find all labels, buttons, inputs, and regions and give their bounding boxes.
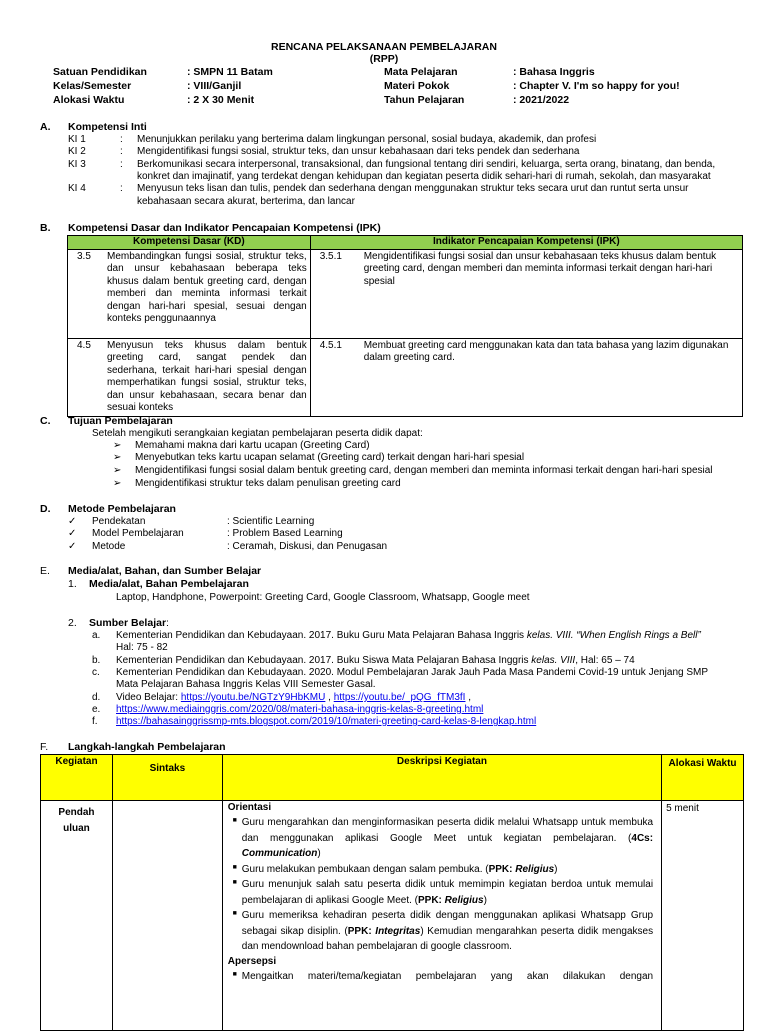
section-b-number: B.: [40, 222, 51, 234]
rpp-page: RENCANA PELAKSANAAN PEMBELAJARAN (RPP) Satuan Pendidikan : SMPN 11 Batam Kelas/Semester : VIII/Ganjil Alokasi Waktu : 2 X 30 Menit Mata Pelajaran : Bahasa Inggris Materi Pokok : Chapter V. I'm so happy for you! Tahun Pelajaran : 2021/2022 A. Kompetensi Inti KI 1 : Menunjukkan perilaku yang berterima dalam lingkungan personal, sosial budaya, akademik, dan profesi KI 2 : Mengidentifikasi fungsi sosial, struktur teks, dan unsur kebahasaan dari teks pendek dan sederhana KI 3 : Berkomunikasi secara interpersonal, transaksional, dan fungsional tentang diri sendiri, keluarga, serta orang, binatang, dan benda, konkret dan imajinatif, yang terdekat dengan kehidupan dan kegiatan peserta didik sehari-hari di rumah, sekolah, dan masyarakat KI 4 : Menyusun teks lisan dan tulis, pendek dan sederhana dengan menggunakan struktur teks secara urut dan runtut serta unsur kebahasaan secara akurat, berterima, dan lancar B. Kompetensi Dasar dan Indikator Pencapaian Kompetensi (IPK) Kompetensi Dasar (KD) Indikator Pencapaian Kompetensi (IPK) 3.5 Membandingkan fungsi sosial, struktur teks, dan unsur kebahasaan beberapa teks khusus dalam bentuk greeting card, dengan memberi dan meminta informasi terkait dengan hari-hari spesial, sesuai dengan konteks penggunaannya 3.5.1 Mengidentifikasi fungsi sosial dan unsur kebahasaan teks khusus dalam bentuk greeting card, dengan memberi dan meminta informasi terkait dengan hari-hari spesial 4.5 Menyusun teks khusus dalam bentuk greeting card, sangat pendek dan sederhana, terkait hari-hari spesial dengan memperhatikan fungsi sosial, struktur teks, dan unsur kebahasaan, secara benar dan sesuai konteks 4.5.1 Membuat greeting card menggunakan kata dan tata bahasa yang lazim digunakan dalam greeting card. C. Tujuan Pembelajaran Setelah mengikuti serangkaian kegiatan pembelajaran peserta didik dapat: ➢ Memahami makna dari kartu ucapan (Greeting Card) ➢ Menyebutkan teks kartu ucapan selamat (Greeting card) terkait dengan hari-hari spesial ➢ Mengidentifikasi fungsi sosial dalam bentuk greeting card, dengan memberi dan meminta informasi terkait dengan hari-hari spesial ➢ Mengidentifikasi struktur teks dalam penulisan greeting card D. Metode Pembelajaran ✓ Pendekatan : Scientific Learning ✓ Model Pembelajaran : Problem Based Learning ✓ Metode : Ceramah, Diskusi, dan Penugasan E. Media/alat, Bahan, dan Sumber Belajar 1. Media/alat, Bahan Pembelajaran Laptop, Handphone, Powerpoint: Greeting Card, Google Classroom, Whatsapp, Google meet 2. Sumber Belajar: a. Kementerian Pendidikan dan Kebudayaan. 2017. Buku Guru Mata Pelajaran Bahasa Inggris kelas. VIII. “When English Rings a Bell” Hal: 75 - 82 b. Kementerian Pendidikan dan Kebudayaan. 2017. Buku Siswa Mata Pelajaran Bahasa Inggris kelas. VIII, Hal: 65 – 74 c. Kementerian Pendidikan dan Kebudayaan. 2020. Modul Pembelajaran Jarak Jauh Pada Masa Pandemi Covid-19 untuk Jenjang SMP Mata Pelajaran Bahasa Inggris Kelas VIII Semester Gasal. d. Video Belajar: https://youtu.be/NGTzY9HbKMU , https://youtu.be/_pQG_fTM3fI , e. https://www.mediainggris.com/2020/08/materi-bahasa-inggris-kelas-8-greeting.html f. https://bahasainggrissmp-mts.blogspot.com/2019/10/materi-greeting-card-kelas-8-lengkap.html F. Langkah-langkah Pembelajaran Kegiatan Sintaks Deskripsi Kegiatan Alokasi Waktu Pendahuluan Orientasi ■ Guru mengarahkan dan menginformasikan peserta didik melalui Whatsapp untuk membuka dan menggunakan aplikasi Google Meet untuk kegiatan pembelajaran. (4Cs: Communication) ■ Guru melakukan pembukaan dengan salam pembuka. (PPK: Religius) ■ Guru menunjuk salah satu peserta didik untuk memimpin kegiatan berdoa untuk memulai pembelajaran di aplikasi Google Meet. (PPK: Religius) ■ Guru memeriksa kehadiran peserta didik dengan menggunakan aplikasi Whatsapp Grup sebagai sikap disiplin. (PPK: Integritas) Kemudian mengarahkan peserta didik mengakses dan mendownload bahan pembelajaran di google classroom. Apersepsi ■ Mengaitkan materi/tema/kegiatan pembelajaran yang akan dilakukan dengan 5 menit: [0, 0, 768, 1024]
square-bullet-icon: ■: [232, 817, 237, 824]
subsection-number: 1.: [68, 578, 77, 590]
ki-text: Mengidentifikasi fungsi sosial, struktur teks, dan unsur kebahasaan dari teks pendek dan sederhana: [137, 146, 580, 157]
list-item: ■ Mengaitkan materi/tema/kegiatan pembelajaran yang akan dilakukan dengan: [228, 969, 653, 985]
kd-text: Membandingkan fungsi sosial, struktur teks, dan unsur kebahasaan beberapa teks khusus dalam bentuk greeting card, dengan memberi dan meminta informasi terkait dengan hari-hari spesial, sesuai dengan konteks penggunaannya: [107, 250, 307, 324]
square-bullet-icon: ■: [232, 970, 237, 978]
identity-label: Kelas/Semester: [53, 80, 132, 92]
ki-code: KI 3: [68, 159, 86, 170]
section-c-title: Tujuan Pembelajaran: [68, 415, 173, 427]
source-text-cont: Hal: 75 - 82: [116, 642, 168, 653]
identity-value: : SMPN 11 Batam: [187, 66, 273, 78]
ki-text-cont: konkret dan imajinatif, yang terdekat dengan kehidupan dan kegiatan peserta didik sehari-hari di rumah, sekolah, dan masyarakat: [137, 171, 711, 182]
deskripsi-cell: [222, 801, 661, 1031]
source-letter: c.: [92, 667, 100, 678]
ki-text-cont: kebahasaan secara akurat, berterima, dan lancar: [137, 196, 355, 207]
method-value: : Ceramah, Diskusi, dan Penugasan: [227, 541, 388, 552]
identity-label: Mata Pelajaran: [384, 66, 458, 78]
ipk-text: Membuat greeting card menggunakan kata dan tata bahasa yang lazim digunakan dalam greeting card.: [363, 339, 729, 363]
ki-colon: :: [120, 159, 123, 170]
arrow-bullet-icon: ➢: [113, 440, 122, 451]
document-subtitle: (RPP): [369, 53, 399, 65]
kd-number: 4.5: [77, 339, 91, 351]
learning-steps-table: [40, 754, 744, 1031]
identity-value: : Chapter V. I'm so happy for you!: [513, 80, 680, 92]
source-text: [116, 704, 483, 717]
orientasi-title: Orientasi: [227, 802, 272, 813]
kd-header: Kompetensi Dasar (KD): [68, 236, 311, 250]
identity-label: Alokasi Waktu: [53, 94, 125, 106]
document-title: RENCANA PELAKSANAAN PEMBELAJARAN: [271, 41, 497, 53]
youtube-link[interactable]: https://youtu.be/NGTzY9HbKMU: [180, 692, 326, 703]
ki-code: KI 1: [68, 134, 86, 145]
identity-value: : 2 X 30 Menit: [187, 94, 255, 106]
identity-label: Tahun Pelajaran: [384, 94, 465, 106]
section-a-number: A.: [40, 121, 51, 133]
method-label: Pendekatan: [92, 516, 146, 527]
kd-text: Menyusun teks khusus dalam bentuk greeting card, sangat pendek dan sederhana, terkait hari-hari spesial dengan memperhatikan fungsi sosial, struktur teks, dan unsur kebahasaan, secara benar dan sesuai konteks: [107, 339, 307, 413]
source-text: Kementerian Pendidikan dan Kebudayaan. 2020. Modul Pembelajaran Jarak Jauh Pada Masa Pandemi Covid-19 untuk Jenjang SMP: [116, 667, 709, 678]
ki-colon: :: [120, 183, 123, 194]
list-item: ■ Guru memeriksa kehadiran peserta didik dengan menggunakan aplikasi Whatsapp Grup sebagai sikap disiplin. (PPK: Integritas) Kemudian mengarahkan peserta didik mengakses dan mendownload bahan pembelajaran di google classroom.: [228, 908, 653, 955]
ki-code: KI 2: [68, 146, 86, 157]
list-item: ■ Guru melakukan pembukaan dengan salam pembuka. (PPK: Religius): [228, 862, 653, 878]
method-value: : Scientific Learning: [227, 516, 315, 527]
source-letter: e.: [92, 704, 101, 715]
ipk-number: 3.5.1: [319, 250, 342, 262]
web-link[interactable]: https://bahasainggrissmp-mts.blogspot.com/2019/10/materi-greeting-card-kelas-8-lengkap.html: [116, 716, 537, 727]
alokasi-cell: 5 menit: [662, 801, 744, 1031]
web-link[interactable]: https://www.mediainggris.com/2020/08/materi-bahasa-inggris-kelas-8-greeting.html: [116, 704, 484, 715]
source-letter: b.: [92, 655, 101, 666]
youtube-link[interactable]: https://youtu.be/_pQG_fTM3fI: [333, 692, 466, 703]
kd-number: 3.5: [77, 250, 91, 262]
ipk-text: Mengidentifikasi fungsi sosial dan unsur kebahasaan teks khusus dalam bentuk greeting card, dengan memberi dan meminta informasi terkait dengan hari-hari spesial: [363, 250, 717, 287]
kegiatan-cell: Pendahuluan: [41, 801, 113, 1031]
ki-text: Menyusun teks lisan dan tulis, pendek dan sederhana dengan menggunakan struktur teks secara urut dan runtut serta unsur: [137, 183, 689, 194]
arrow-bullet-icon: ➢: [113, 478, 122, 489]
kd-ipk-table: [67, 235, 743, 417]
source-text: Video Belajar: https://youtu.be/NGTzY9HbKMU , https://youtu.be/_pQG_fTM3fI ,: [116, 692, 472, 703]
section-b-title: Kompetensi Dasar dan Indikator Pencapaian Kompetensi (IPK): [68, 222, 381, 234]
media-list: Laptop, Handphone, Powerpoint: Greeting Card, Google Classroom, Whatsapp, Google meet: [116, 592, 530, 603]
square-bullet-icon: ■: [232, 863, 237, 871]
source-letter: f.: [92, 716, 98, 727]
ki-colon: :: [120, 146, 123, 157]
table-row: [41, 801, 744, 1031]
method-label: Metode: [92, 541, 126, 552]
source-text: Kementerian Pendidikan dan Kebudayaan. 2017. Buku Guru Mata Pelajaran Bahasa Inggris kelas. VIII. “When English Rings a Bell”: [116, 630, 701, 641]
apersepsi-title: Apersepsi: [227, 955, 277, 967]
table-row: [68, 338, 743, 416]
square-bullet-icon: ■: [232, 910, 237, 917]
subsection-title: Media/alat, Bahan Pembelajaran: [89, 578, 249, 590]
ki-code: KI 4: [68, 183, 86, 194]
list-item: ■ Guru mengarahkan dan menginformasikan peserta didik melalui Whatsapp untuk membuka dan menggunakan aplikasi Google Meet untuk kegiatan pembelajaran. (4Cs: Communication): [228, 815, 653, 862]
method-label: Model Pembelajaran: [92, 528, 184, 539]
section-d-title: Metode Pembelajaran: [68, 503, 176, 515]
subsection-number: 2.: [68, 617, 77, 629]
kegiatan-header: Kegiatan: [41, 755, 113, 801]
subsection-title: Sumber Belajar:: [89, 617, 169, 629]
sintaks-cell: [112, 801, 222, 1031]
identity-value: : 2021/2022: [513, 94, 570, 106]
ki-colon: :: [120, 134, 123, 145]
sintaks-header: Sintaks: [112, 755, 222, 801]
alokasi-header: Alokasi Waktu: [662, 755, 744, 801]
table-row: [68, 249, 743, 338]
objective-intro: Setelah mengikuti serangkaian kegiatan pembelajaran peserta didik dapat:: [92, 428, 423, 439]
source-text: Kementerian Pendidikan dan Kebudayaan. 2017. Buku Siswa Mata Pelajaran Bahasa Inggris kelas. VIII, Hal: 65 – 74: [116, 655, 635, 666]
identity-value: : VIII/Ganjil: [187, 80, 242, 92]
identity-label: Satuan Pendidikan: [53, 66, 147, 78]
source-text: [116, 716, 536, 729]
section-a-title: Kompetensi Inti: [68, 121, 147, 133]
section-d-number: D.: [40, 503, 51, 515]
ki-text: Berkomunikasi secara interpersonal, transaksional, dan fungsional tentang diri sendiri, keluarga, serta orang, binatang, dan benda,: [137, 159, 716, 170]
section-e-title: Media/alat, Bahan, dan Sumber Belajar: [68, 565, 262, 577]
check-bullet-icon: ✓: [68, 541, 77, 552]
arrow-bullet-icon: ➢: [113, 465, 122, 476]
method-value: : Problem Based Learning: [227, 528, 343, 539]
section-e-number: E.: [40, 565, 50, 577]
ipk-number: 4.5.1: [319, 339, 342, 351]
identity-value: : Bahasa Inggris: [513, 66, 595, 78]
square-bullet-icon: ■: [232, 879, 237, 886]
check-bullet-icon: ✓: [68, 516, 77, 527]
source-text-cont: Mata Pelajaran Bahasa Inggris Kelas VIII Semester Gasal.: [116, 679, 376, 690]
source-letter: d.: [92, 692, 101, 703]
deskripsi-header: Deskripsi Kegiatan: [222, 755, 661, 801]
section-f-number: F.: [40, 741, 49, 753]
ki-text: Menunjukkan perilaku yang berterima dalam lingkungan personal, sosial budaya, akademik, dan profesi: [137, 134, 597, 145]
identity-label: Materi Pokok: [384, 80, 450, 92]
arrow-bullet-icon: ➢: [113, 452, 122, 463]
list-item: ■ Guru menunjuk salah satu peserta didik untuk memimpin kegiatan berdoa untuk memulai pembelajaran di aplikasi Google Meet. (PPK: Religius): [228, 877, 653, 908]
section-c-number: C.: [40, 415, 51, 427]
section-f-title: Langkah-langkah Pembelajaran: [68, 741, 226, 753]
check-bullet-icon: ✓: [68, 528, 77, 539]
source-letter: a.: [92, 630, 101, 641]
ipk-header: Indikator Pencapaian Kompetensi (IPK): [310, 236, 742, 250]
